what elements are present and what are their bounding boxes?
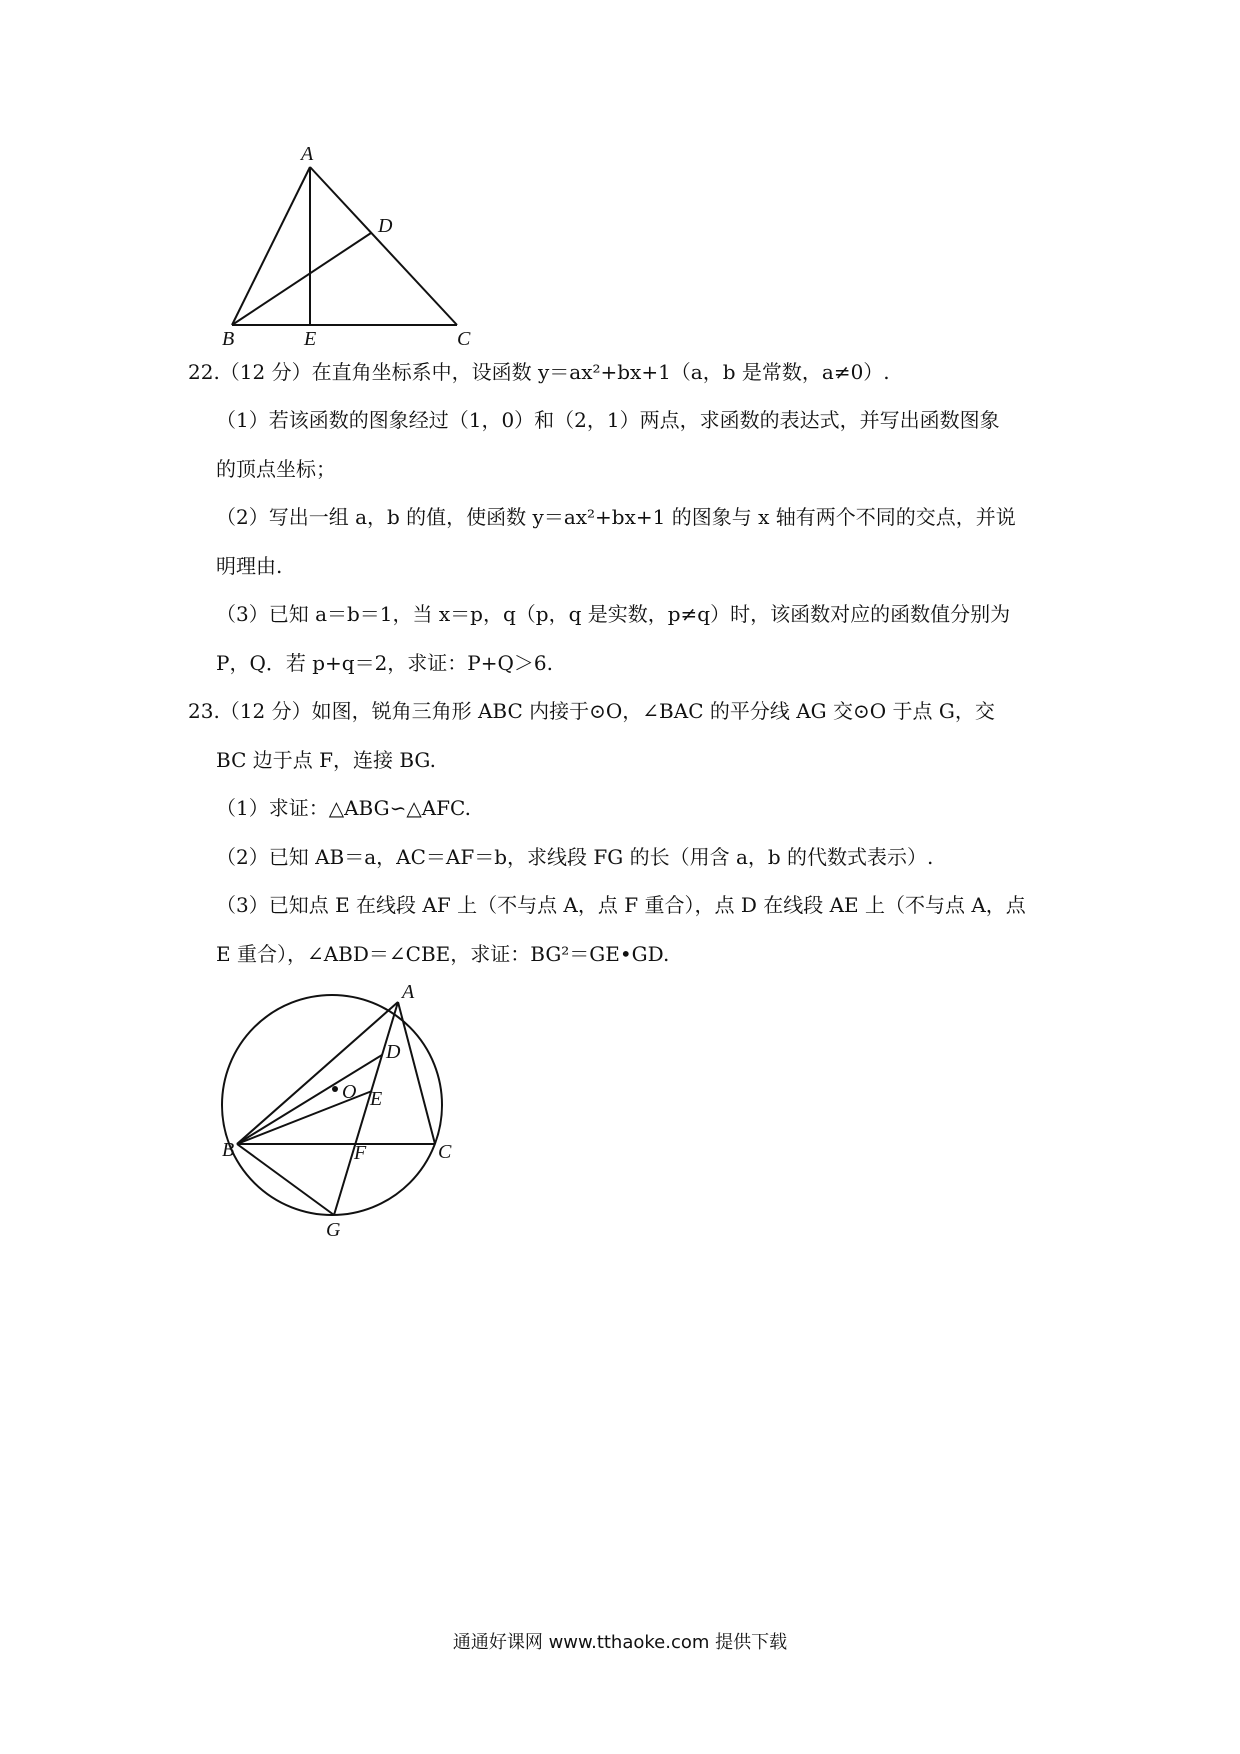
q23-part1: （1）求证：△ABG∽△AFC. (216, 796, 471, 820)
circle-o (222, 995, 442, 1215)
figure-triangle-abc (200, 140, 480, 350)
q22-part1-line1: （1）若该函数的图象经过（1，0）和（2，1）两点，求函数的表达式，并写出函数图象 (216, 408, 1000, 432)
label-c: C (438, 1141, 452, 1163)
label-a: A (301, 143, 314, 165)
q22-part1-line2: 的顶点坐标； (216, 457, 336, 481)
label-f: F (354, 1142, 367, 1164)
q22-part3-line1: （3）已知 a＝b＝1，当 x＝p，q（p，q 是实数，p≠q）时，该函数对应的函数值分别为 (216, 602, 1011, 626)
q23-stem-line1: 23.（12 分）如图，锐角三角形 ABC 内接于⊙O，∠BAC 的平分线 AG 交⊙O 于点 G，交 (188, 699, 995, 723)
label-c: C (457, 328, 471, 350)
q23-part3-line2: E 重合），∠ABD＝∠CBE，求证：BG²＝GE•GD. (216, 942, 670, 966)
q23-stem-line2: BC 边于点 F，连接 BG. (216, 748, 437, 772)
footer-download-notice: 通通好课网 www.tthaoke.com 提供下载 (452, 1632, 788, 1653)
label-d: D (386, 1041, 401, 1063)
label-g: G (326, 1219, 341, 1240)
label-a: A (402, 981, 415, 1003)
label-b: B (222, 1139, 235, 1161)
segment-bd (232, 233, 371, 325)
segment-ag (334, 1002, 398, 1215)
segment-ac (310, 167, 457, 325)
q23-part3-line1: （3）已知点 E 在线段 AF 上（不与点 A，点 F 重合），点 D 在线段 AE 上（不与点 A，点 (216, 893, 1026, 917)
segment-ab (232, 167, 310, 325)
label-d: D (378, 215, 393, 237)
q22-part3-line2: P，Q．若 p+q＝2，求证：P+Q＞6. (216, 651, 553, 675)
q23-part2: （2）已知 AB＝a，AC＝AF＝b，求线段 FG 的长（用含 a，b 的代数式表示）. (216, 845, 934, 869)
q22-stem: 22.（12 分）在直角坐标系中，设函数 y＝ax²+bx+1（a，b 是常数，a≠0）. (188, 360, 890, 384)
q22-part2-line2: 明理由. (216, 554, 283, 578)
label-o: O (342, 1081, 357, 1103)
figure-circle-o (210, 980, 470, 1240)
label-b: B (222, 328, 235, 350)
label-e: E (304, 328, 317, 350)
q22-part2-line1: （2）写出一组 a，b 的值，使函数 y＝ax²+bx+1 的图象与 x 轴有两个不同的交点，并说 (216, 505, 1016, 529)
segment-ab (237, 1002, 398, 1144)
center-point-o (332, 1086, 338, 1092)
segment-ac (398, 1002, 435, 1144)
label-e: E (370, 1088, 383, 1110)
